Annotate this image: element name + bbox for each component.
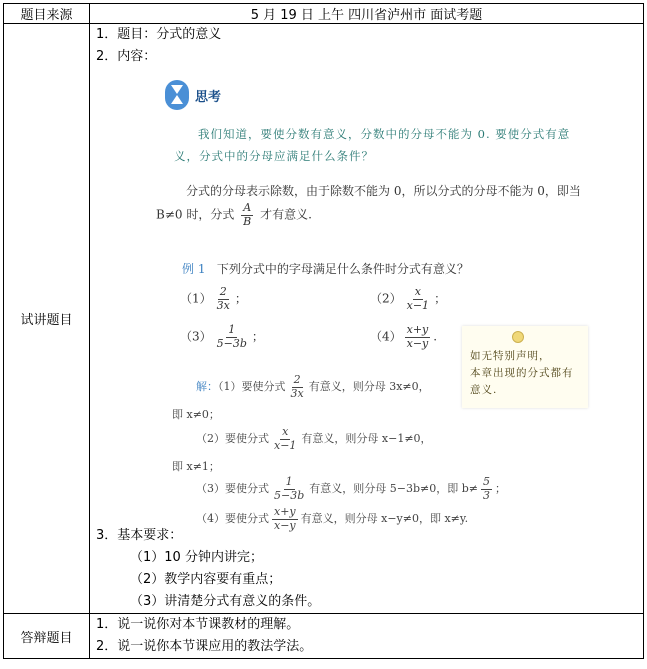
example-heading — [182, 260, 469, 277]
solution-2-result: 即 x≠1； — [172, 460, 220, 473]
trial-item-3: 3．基本要求： — [96, 528, 183, 543]
trial-content — [90, 24, 644, 614]
solution-3: （3）要使分式 $\frac{1}{5-3b}$ 有意义，则分母 5−3b≠0，即 b≠ $\frac{5}{3}$ ； — [196, 475, 506, 502]
think-line-1: 我们知道，要使分数有意义，分数中的分母不能为 0. 要使分式有意 — [198, 127, 571, 141]
solution-1-result: 即 x≠0； — [172, 408, 220, 421]
solution-1: 解：（1）要使分式 $\frac{2}{3x}$ 有意义，则分母 3x≠0， — [196, 373, 430, 400]
solution-2: （2）要使分式 $\frac{x}{x-1}$ 有意义，则分母 x−1≠0， — [196, 425, 432, 452]
solution-4: （4）要使分式 $\frac{x+y}{x-y}$ 有意义，则分母 x−y≠0，即 x≠y. — [196, 505, 469, 532]
hourglass-icon — [165, 80, 189, 110]
requirement-1: （1）10 分钟内讲完； — [130, 550, 263, 565]
defense-question-1: 1．说一说你对本节课教材的理解。 — [96, 617, 300, 632]
source-value: 5 月 19 日 上午 四川省泸州市 面试考题 — [90, 4, 644, 24]
example-label: 例 1 — [182, 262, 206, 276]
para-line-2 — [156, 202, 312, 228]
trial-item-2: 2．内容： — [96, 49, 157, 64]
trial-label: 试讲题目 — [4, 24, 90, 614]
requirement-3: （3）讲清楚分式有意义的条件。 — [130, 594, 321, 609]
exam-table — [3, 3, 644, 659]
option-3: （3） $\frac{1}{5-3b}$ ； — [180, 323, 264, 350]
example-text: 下列分式中的字母满足什么条件时分式有意义？ — [216, 262, 469, 276]
para-line-2b: 才有意义. — [260, 207, 312, 222]
defense-question-2: 2．说一说你本节课应用的教法学法。 — [96, 639, 313, 654]
defense-label: 答辩题目 — [4, 614, 90, 659]
think-line-2: 义，分式中的分母应满足什么条件？ — [174, 149, 374, 163]
option-2: （2） $\frac{x}{x-1}$ ； — [370, 285, 447, 312]
margin-note: 如无特别声明， 本章出现的分式都有 意义. — [462, 326, 588, 408]
trial-item-1: 1．题目：分式的意义 — [96, 27, 222, 42]
textbook-excerpt — [90, 68, 643, 532]
option-4: （4） $\frac{x+y}{x-y}$ . — [370, 323, 438, 350]
source-label: 题目来源 — [4, 4, 90, 24]
fraction-A-over-B: $\frac{A}{B}$ — [243, 201, 252, 228]
defense-content — [90, 614, 644, 659]
pushpin-icon — [512, 331, 524, 343]
requirement-2: （2）教学内容要有重点； — [130, 572, 282, 587]
think-header — [165, 80, 221, 110]
para-line-2a: B≠0 时，分式 — [156, 207, 235, 222]
para-line-1: 分式的分母表示除数，由于除数不能为 0，所以分式的分母不能为 0，即当 — [186, 184, 581, 198]
option-1: （1） $\frac{2}{3x}$ ； — [180, 285, 247, 312]
think-label: 思考 — [195, 89, 222, 105]
